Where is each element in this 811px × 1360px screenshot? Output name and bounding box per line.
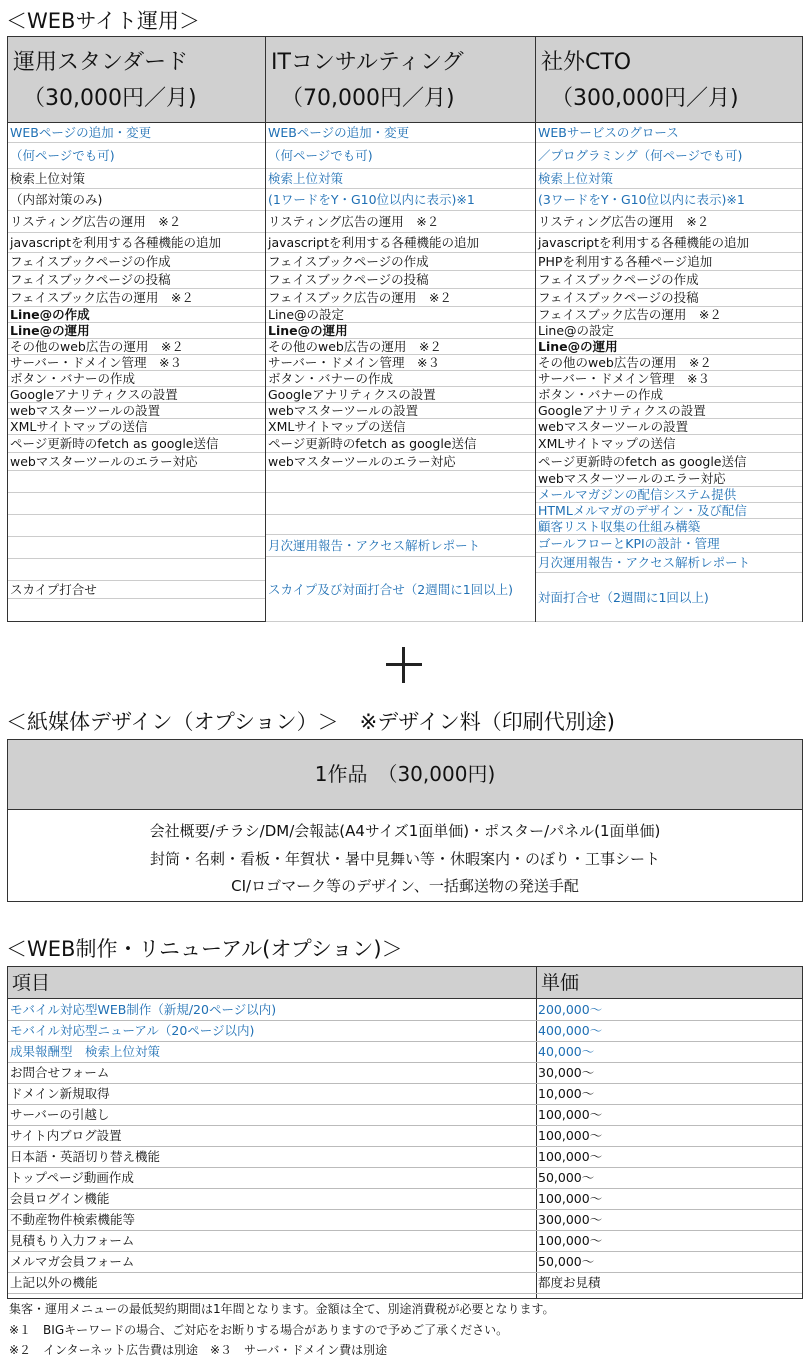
paper-line: CI/ロゴマーク等のデザイン、一括郵送物の発送手配 <box>231 877 579 895</box>
plan-feature: Line@の設定 <box>266 307 535 323</box>
paper-design-box <box>7 739 803 902</box>
footnote: 集客・運用メニューの最低契約期間は1年間となります。金額は全て、別途消費税が必要となります。 <box>9 1302 555 1316</box>
price-item: 不動産物件検索機能等 <box>10 1212 136 1227</box>
plan-feature: WEBページの追加・変更 <box>8 123 265 143</box>
plan-feature: ／プログラミング（何ページでも可) <box>536 143 802 169</box>
plan-feature: XMLサイトマップの送信 <box>8 419 265 435</box>
plan-feature: その他のweb広告の運用 ※２ <box>8 339 265 355</box>
price-row <box>8 1273 802 1294</box>
plan-feature: リスティング広告の運用 ※２ <box>536 211 802 233</box>
price-value: 100,000～ <box>538 1149 603 1164</box>
plan-column-cto <box>536 122 802 621</box>
price-value: 100,000～ <box>538 1191 603 1206</box>
plan-feature: スカイプ及び対面打合せ（2週間に1回以上) <box>266 557 535 622</box>
price-row <box>8 1231 802 1252</box>
plan-feature: リスティング広告の運用 ※２ <box>8 211 265 233</box>
price-value: 10,000～ <box>538 1086 595 1101</box>
plan-feature: 検索上位対策 <box>536 169 802 189</box>
plan-feature: フェイスブック広告の運用 ※２ <box>266 289 535 307</box>
price-value: 40,000～ <box>538 1044 595 1059</box>
plan-feature: Line@の運用 <box>8 323 265 339</box>
plan-price: （70,000円／月) <box>281 86 455 111</box>
plan-feature <box>8 471 265 493</box>
plan-feature: Line@の運用 <box>536 339 802 355</box>
price-row <box>8 1063 802 1084</box>
price-item: メルマガ会員フォーム <box>10 1254 135 1269</box>
price-row <box>8 1147 802 1168</box>
plan-feature: Line@の作成 <box>8 307 265 323</box>
plan-feature: メールマガジンの配信システム提供 <box>536 487 802 503</box>
plan-column-standard <box>8 122 266 621</box>
price-value: 100,000～ <box>538 1128 603 1143</box>
plan-feature: 対面打合せ（2週間に1回以上) <box>536 573 802 622</box>
plan-feature: webマスターツールの設置 <box>536 419 802 435</box>
plan-feature: javascriptを利用する各種機能の追加 <box>266 233 535 253</box>
plan-feature: フェイスブックページの投稿 <box>266 271 535 289</box>
price-value: 30,000～ <box>538 1065 595 1080</box>
plan-feature: フェイスブックページの投稿 <box>8 271 265 289</box>
price-item: お問合せフォーム <box>10 1065 110 1080</box>
plan-feature: ボタン・バナーの作成 <box>266 371 535 387</box>
plan-feature <box>266 493 535 515</box>
plan-feature: Googleアナリティクスの設置 <box>8 387 265 403</box>
web-ops-title: ＜WEBサイト運用＞ <box>6 9 200 33</box>
price-row <box>8 1210 802 1231</box>
price-row <box>8 1168 802 1189</box>
price-row <box>8 1252 802 1273</box>
plus-icon <box>386 647 422 683</box>
paper-title: ＜紙媒体デザイン（オプション）＞ ※デザイン料（印刷代別途) <box>6 710 615 734</box>
plan-feature: Googleアナリティクスの設置 <box>536 403 802 419</box>
plan-price: （30,000円／月) <box>23 86 197 111</box>
plan-feature: その他のweb広告の運用 ※２ <box>266 339 535 355</box>
plan-feature <box>8 559 265 581</box>
plan-feature: ページ更新時のfetch as google送信 <box>536 453 802 471</box>
plan-feature: 検索上位対策 <box>266 169 535 189</box>
plan-feature: WEBページの追加・変更 <box>266 123 535 143</box>
plan-feature: (1ワードをY・G10位以内に表示)※1 <box>266 189 535 211</box>
plan-feature <box>266 471 535 493</box>
plan-feature: javascriptを利用する各種機能の追加 <box>536 233 802 253</box>
plan-feature: フェイスブック広告の運用 ※２ <box>8 289 265 307</box>
plan-feature: 顧客リスト収集の仕組み構築 <box>536 519 802 535</box>
plan-feature: XMLサイトマップの送信 <box>536 435 802 453</box>
plan-feature: 月次運用報告・アクセス解析レポート <box>536 553 802 573</box>
price-row <box>8 1021 802 1042</box>
price-value: 100,000～ <box>538 1107 603 1122</box>
plan-feature: XMLサイトマップの送信 <box>266 419 535 435</box>
plan-header-cto <box>536 37 802 122</box>
price-item: サーバーの引越し <box>10 1107 110 1122</box>
price-value: 200,000～ <box>538 1002 603 1017</box>
price-item: 日本語・英語切り替え機能 <box>10 1149 161 1164</box>
plan-feature: WEBサービスのグロース <box>536 123 802 143</box>
paper-price: 1作品 （30,000円) <box>8 740 802 810</box>
price-item: 見積もり入力フォーム <box>10 1233 135 1248</box>
plan-feature: webマスターツールのエラー対応 <box>266 453 535 471</box>
plan-column-consulting <box>266 122 536 621</box>
plan-feature: webマスターツールの設置 <box>8 403 265 419</box>
price-header-price: 単価 <box>537 967 802 999</box>
price-value: 都度お見積 <box>538 1275 601 1290</box>
price-item: モバイル対応型ニューアル（20ページ以内) <box>10 1023 255 1038</box>
price-value: 100,000～ <box>538 1233 603 1248</box>
price-value: 50,000～ <box>538 1254 595 1269</box>
plan-feature: スカイプ打合せ <box>8 581 265 599</box>
plan-feature: フェイスブックページの作成 <box>8 253 265 271</box>
plan-table <box>7 36 803 622</box>
plan-feature: その他のweb広告の運用 ※２ <box>536 355 802 371</box>
plan-feature: HTMLメルマガのデザイン・及び配信 <box>536 503 802 519</box>
price-value: 300,000～ <box>538 1212 603 1227</box>
footnote: ※１ BIGキーワードの場合、ご対応をお断りする場合がありますので予めご了承ください。 <box>9 1323 509 1337</box>
plan-feature: サーバー・ドメイン管理 ※３ <box>8 355 265 371</box>
plan-feature: フェイスブックページの投稿 <box>536 289 802 307</box>
plan-feature: PHPを利用する各種ページ追加 <box>536 253 802 271</box>
plan-price: （300,000円／月) <box>551 86 739 111</box>
plan-feature: （何ページでも可) <box>266 143 535 169</box>
plan-feature: リスティング広告の運用 ※２ <box>266 211 535 233</box>
paper-line: 封筒・名刺・看板・年賀状・暑中見舞い等・休暇案内・のぼり・工事シート <box>149 850 660 868</box>
plan-feature: (3ワードをY・G10位以内に表示)※1 <box>536 189 802 211</box>
plan-name: 社外CTO <box>541 50 632 75</box>
plan-feature: フェイスブックページの作成 <box>266 253 535 271</box>
plan-feature: ボタン・バナーの作成 <box>8 371 265 387</box>
plan-feature: （何ページでも可) <box>8 143 265 169</box>
plan-feature: ゴールフローとKPIの設計・管理 <box>536 535 802 553</box>
plan-feature: ページ更新時のfetch as google送信 <box>266 435 535 453</box>
plan-feature: 検索上位対策 <box>8 169 265 189</box>
price-header-item: 項目 <box>8 967 536 999</box>
plan-feature: フェイスブックページの作成 <box>536 271 802 289</box>
price-row <box>8 1189 802 1210</box>
plan-feature <box>266 515 535 535</box>
plan-feature: Line@の運用 <box>266 323 535 339</box>
plan-feature: Googleアナリティクスの設置 <box>266 387 535 403</box>
price-item: ドメイン新規取得 <box>10 1086 110 1101</box>
plan-feature: webマスターツールの設置 <box>266 403 535 419</box>
price-item: モバイル対応型WEB制作（新規/20ページ以内) <box>10 1002 277 1017</box>
price-item: トップページ動画作成 <box>10 1170 134 1185</box>
price-item: サイト内ブログ設置 <box>10 1128 122 1143</box>
plan-feature: javascriptを利用する各種機能の追加 <box>8 233 265 253</box>
price-value: 50,000～ <box>538 1170 595 1185</box>
price-row <box>8 1105 802 1126</box>
price-value: 400,000～ <box>538 1023 603 1038</box>
plan-feature <box>8 515 265 537</box>
price-row <box>8 1042 802 1063</box>
plan-name: 運用スタンダード <box>13 50 189 75</box>
plan-feature: webマスターツールのエラー対応 <box>536 471 802 487</box>
plan-feature: サーバー・ドメイン管理 ※３ <box>536 371 802 387</box>
plan-header-standard <box>8 37 266 122</box>
footnote: ※２ インターネット広告費は別途 ※３ サーバ・ドメイン費は別途 <box>9 1343 388 1357</box>
webdev-title: ＜WEB制作・リニューアル(オプション)＞ <box>6 937 403 961</box>
plan-feature <box>8 493 265 515</box>
plan-feature: ボタン・バナーの作成 <box>536 387 802 403</box>
paper-line: 会社概要/チラシ/DM/会報誌(A4サイズ1面単価)・ポスター/パネル(1面単価) <box>149 822 661 840</box>
price-row <box>8 1000 802 1021</box>
plan-name: ITコンサルティング <box>271 50 464 75</box>
plan-feature: 月次運用報告・アクセス解析レポート <box>266 535 535 557</box>
price-table <box>7 966 803 1299</box>
price-item: 会員ログイン機能 <box>10 1191 110 1206</box>
plan-feature: （内部対策のみ) <box>8 189 265 211</box>
price-item: 上記以外の機能 <box>10 1275 98 1290</box>
price-item: 成果報酬型 検索上位対策 <box>10 1044 161 1059</box>
price-row <box>8 1084 802 1105</box>
plan-feature <box>8 537 265 559</box>
price-row <box>8 1126 802 1147</box>
plan-feature: webマスターツールのエラー対応 <box>8 453 265 471</box>
plan-header-consulting <box>266 37 536 122</box>
plan-feature: フェイスブック広告の運用 ※２ <box>536 307 802 323</box>
plan-feature: ページ更新時のfetch as google送信 <box>8 435 265 453</box>
plan-feature: Line@の設定 <box>536 323 802 339</box>
plan-feature: サーバー・ドメイン管理 ※３ <box>266 355 535 371</box>
